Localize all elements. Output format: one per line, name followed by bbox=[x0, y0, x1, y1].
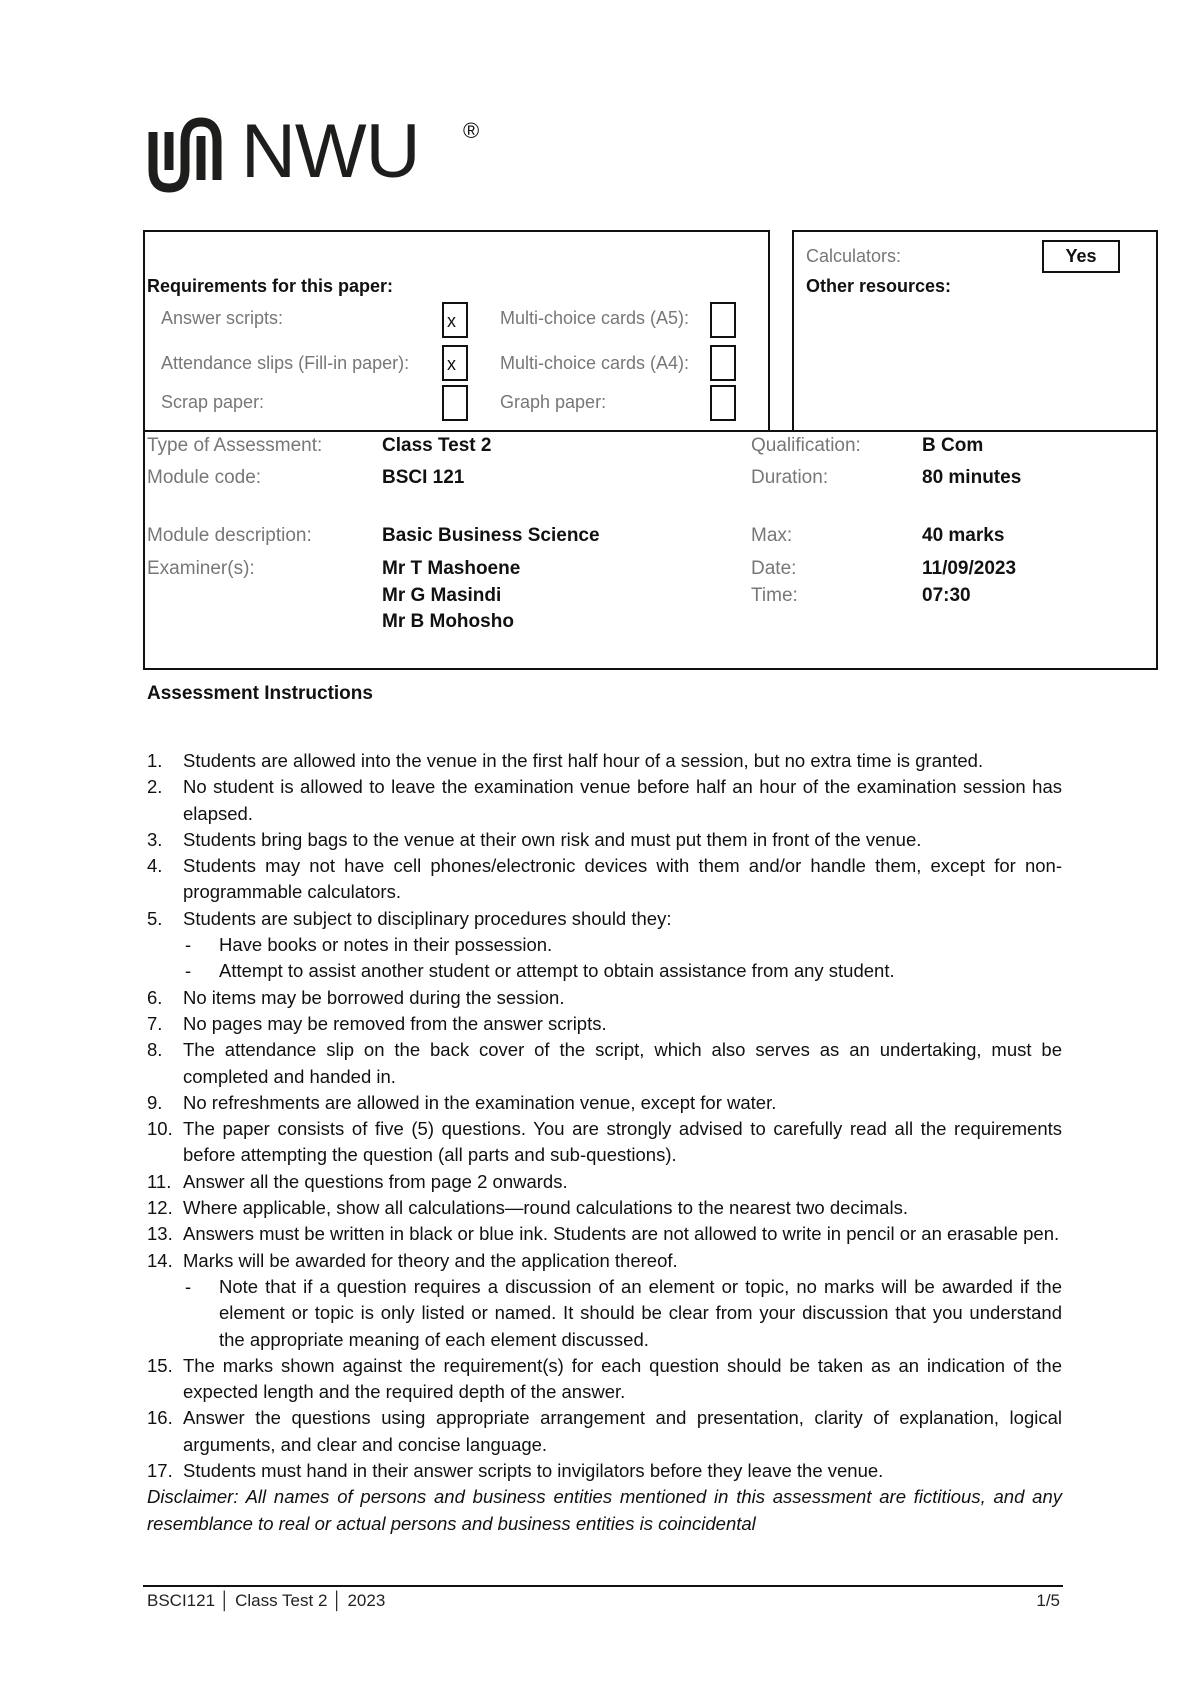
module-desc-label: Module description: bbox=[147, 525, 312, 546]
time-value: 07:30 bbox=[922, 585, 971, 606]
instructions-title: Assessment Instructions bbox=[147, 683, 373, 704]
nwu-logo bbox=[145, 109, 490, 196]
list-item: 6. No items may be borrowed during the session. bbox=[147, 986, 565, 1008]
checkbox-attendance-slips[interactable]: x bbox=[442, 345, 468, 381]
req-label-mc-a4: Multi-choice cards (A4): bbox=[500, 353, 690, 373]
list-item: 16. Answer the questions using appropriate arrangement and presentation, clarity of explanation, logical arguments, and clear and concise language. bbox=[147, 1407, 1062, 1455]
req-label-scrap-paper: Scrap paper: bbox=[161, 392, 265, 412]
qualification-label: Qualification: bbox=[751, 435, 861, 456]
list-item: 9. No refreshments are allowed in the examination venue, except for water. bbox=[147, 1091, 777, 1113]
examiner-3: Mr B Mohosho bbox=[382, 611, 514, 632]
footer-module-info: BSCI121 │ Class Test 2 │ 2023 bbox=[147, 1591, 386, 1610]
list-item: 14. Marks will be awarded for theory and the application thereof. - Note that if a question requires a discussion of an element or topic, no marks will be awarded if the element or topic is only listed or named. It should be clear from your discussion that you understand the appropriate meaning of each element discussed. bbox=[147, 1248, 1062, 1353]
other-resources-label: Other resources: bbox=[806, 276, 952, 296]
list-item: 11. Answer all the questions from page 2 onwards. bbox=[147, 1170, 568, 1192]
list-item: 4. Students may not have cell phones/electronic devices with them and/or handle them, except for non-programmable calculators. bbox=[147, 855, 1062, 903]
list-item: 8. The attendance slip on the back cover of the script, which also serves as an undertaking, must be completed and handed in. bbox=[147, 1039, 1062, 1087]
list-item: 2. No student is allowed to leave the examination venue before half an hour of the examination session has elapsed. bbox=[147, 776, 1062, 824]
type-value: Class Test 2 bbox=[382, 435, 492, 456]
list-item: 12. Where applicable, show all calculations—round calculations to the nearest two decimals. bbox=[147, 1197, 908, 1219]
date-value: 11/09/2023 bbox=[922, 558, 1017, 579]
max-label: Max: bbox=[751, 525, 793, 546]
checkbox-mc-a5[interactable] bbox=[710, 302, 736, 338]
instructions-list bbox=[147, 748, 1062, 1537]
date-label: Date: bbox=[751, 558, 797, 579]
module-desc-value: Basic Business Science bbox=[382, 525, 600, 546]
checkbox-answer-scripts[interactable]: x bbox=[442, 302, 468, 338]
type-label: Type of Assessment: bbox=[147, 435, 323, 456]
list-item: 15. The marks shown against the requirement(s) for each question should be taken as an indication of the expected length and the required depth of the answer. bbox=[147, 1354, 1062, 1403]
list-item: 10. The paper consists of five (5) questions. You are strongly advised to carefully read all the requirements before attempting the question (all parts and sub-questions). bbox=[147, 1118, 1062, 1166]
module-code-value: BSCI 121 bbox=[382, 467, 465, 488]
checkbox-mc-a4[interactable] bbox=[710, 345, 736, 381]
req-label-attendance-slips: Attendance slips (Fill-in paper): bbox=[161, 353, 410, 373]
examiners-label: Examiner(s): bbox=[147, 558, 255, 579]
disclaimer: Disclaimer: All names of persons and business entities mentioned in this assessment are fictitious, and any resemblance to real or actual persons and business entities is coincidental bbox=[147, 1486, 1062, 1534]
calculators-value: Yes bbox=[1042, 240, 1120, 273]
registered-mark: ® bbox=[463, 118, 480, 143]
sub-item: - Have books or notes in their possession. bbox=[185, 934, 553, 956]
req-label-answer-scripts: Answer scripts: bbox=[161, 308, 284, 328]
max-value: 40 marks bbox=[922, 525, 1005, 546]
brand-name: NWU bbox=[241, 109, 420, 194]
calculators-label: Calculators: bbox=[806, 246, 902, 266]
examiner-2: Mr G Masindi bbox=[382, 585, 502, 606]
sub-item: - Attempt to assist another student or attempt to obtain assistance from any student. bbox=[185, 960, 895, 982]
list-item: 3. Students bring bags to the venue at their own risk and must put them in front of the venue. bbox=[147, 828, 922, 850]
duration-label: Duration: bbox=[751, 467, 829, 488]
checkbox-scrap-paper[interactable] bbox=[442, 385, 468, 421]
qualification-value: B Com bbox=[922, 435, 984, 456]
sub-item: - Note that if a question requires a discussion of an element or topic, no marks will be awarded if the element or topic is only listed or named. It should be clear from your discussion that you understand the appropriate meaning of each element discussed. bbox=[185, 1275, 1062, 1350]
time-label: Time: bbox=[751, 585, 798, 606]
requirements-title: Requirements for this paper: bbox=[147, 276, 394, 296]
list-item: 13. Answers must be written in black or blue ink. Students are not allowed to write in pencil or an erasable pen. bbox=[147, 1223, 1060, 1245]
footer-divider bbox=[143, 1585, 1063, 1587]
req-label-graph-paper: Graph paper: bbox=[500, 392, 607, 412]
list-item: 17. Students must hand in their answer scripts to invigilators before they leave the venue. bbox=[147, 1460, 884, 1482]
checkbox-graph-paper[interactable] bbox=[710, 385, 736, 421]
req-label-mc-a5: Multi-choice cards (A5): bbox=[500, 308, 690, 328]
assessment-info-box bbox=[143, 430, 1158, 670]
duration-value: 80 minutes bbox=[922, 467, 1022, 488]
page-number: 1/5 bbox=[1036, 1591, 1060, 1610]
module-code-label: Module code: bbox=[147, 467, 262, 488]
list-item: 7. No pages may be removed from the answer scripts. bbox=[147, 1012, 607, 1034]
examiner-1: Mr T Mashoene bbox=[382, 558, 521, 579]
list-item: 1. Students are allowed into the venue in the first half hour of a session, but no extra time is granted. bbox=[147, 750, 984, 771]
list-item: 5. Students are subject to disciplinary procedures should they: - Have books or notes in their possession. - Attempt to assist another student or attempt to obtain assistance from any student. bbox=[147, 906, 1062, 985]
